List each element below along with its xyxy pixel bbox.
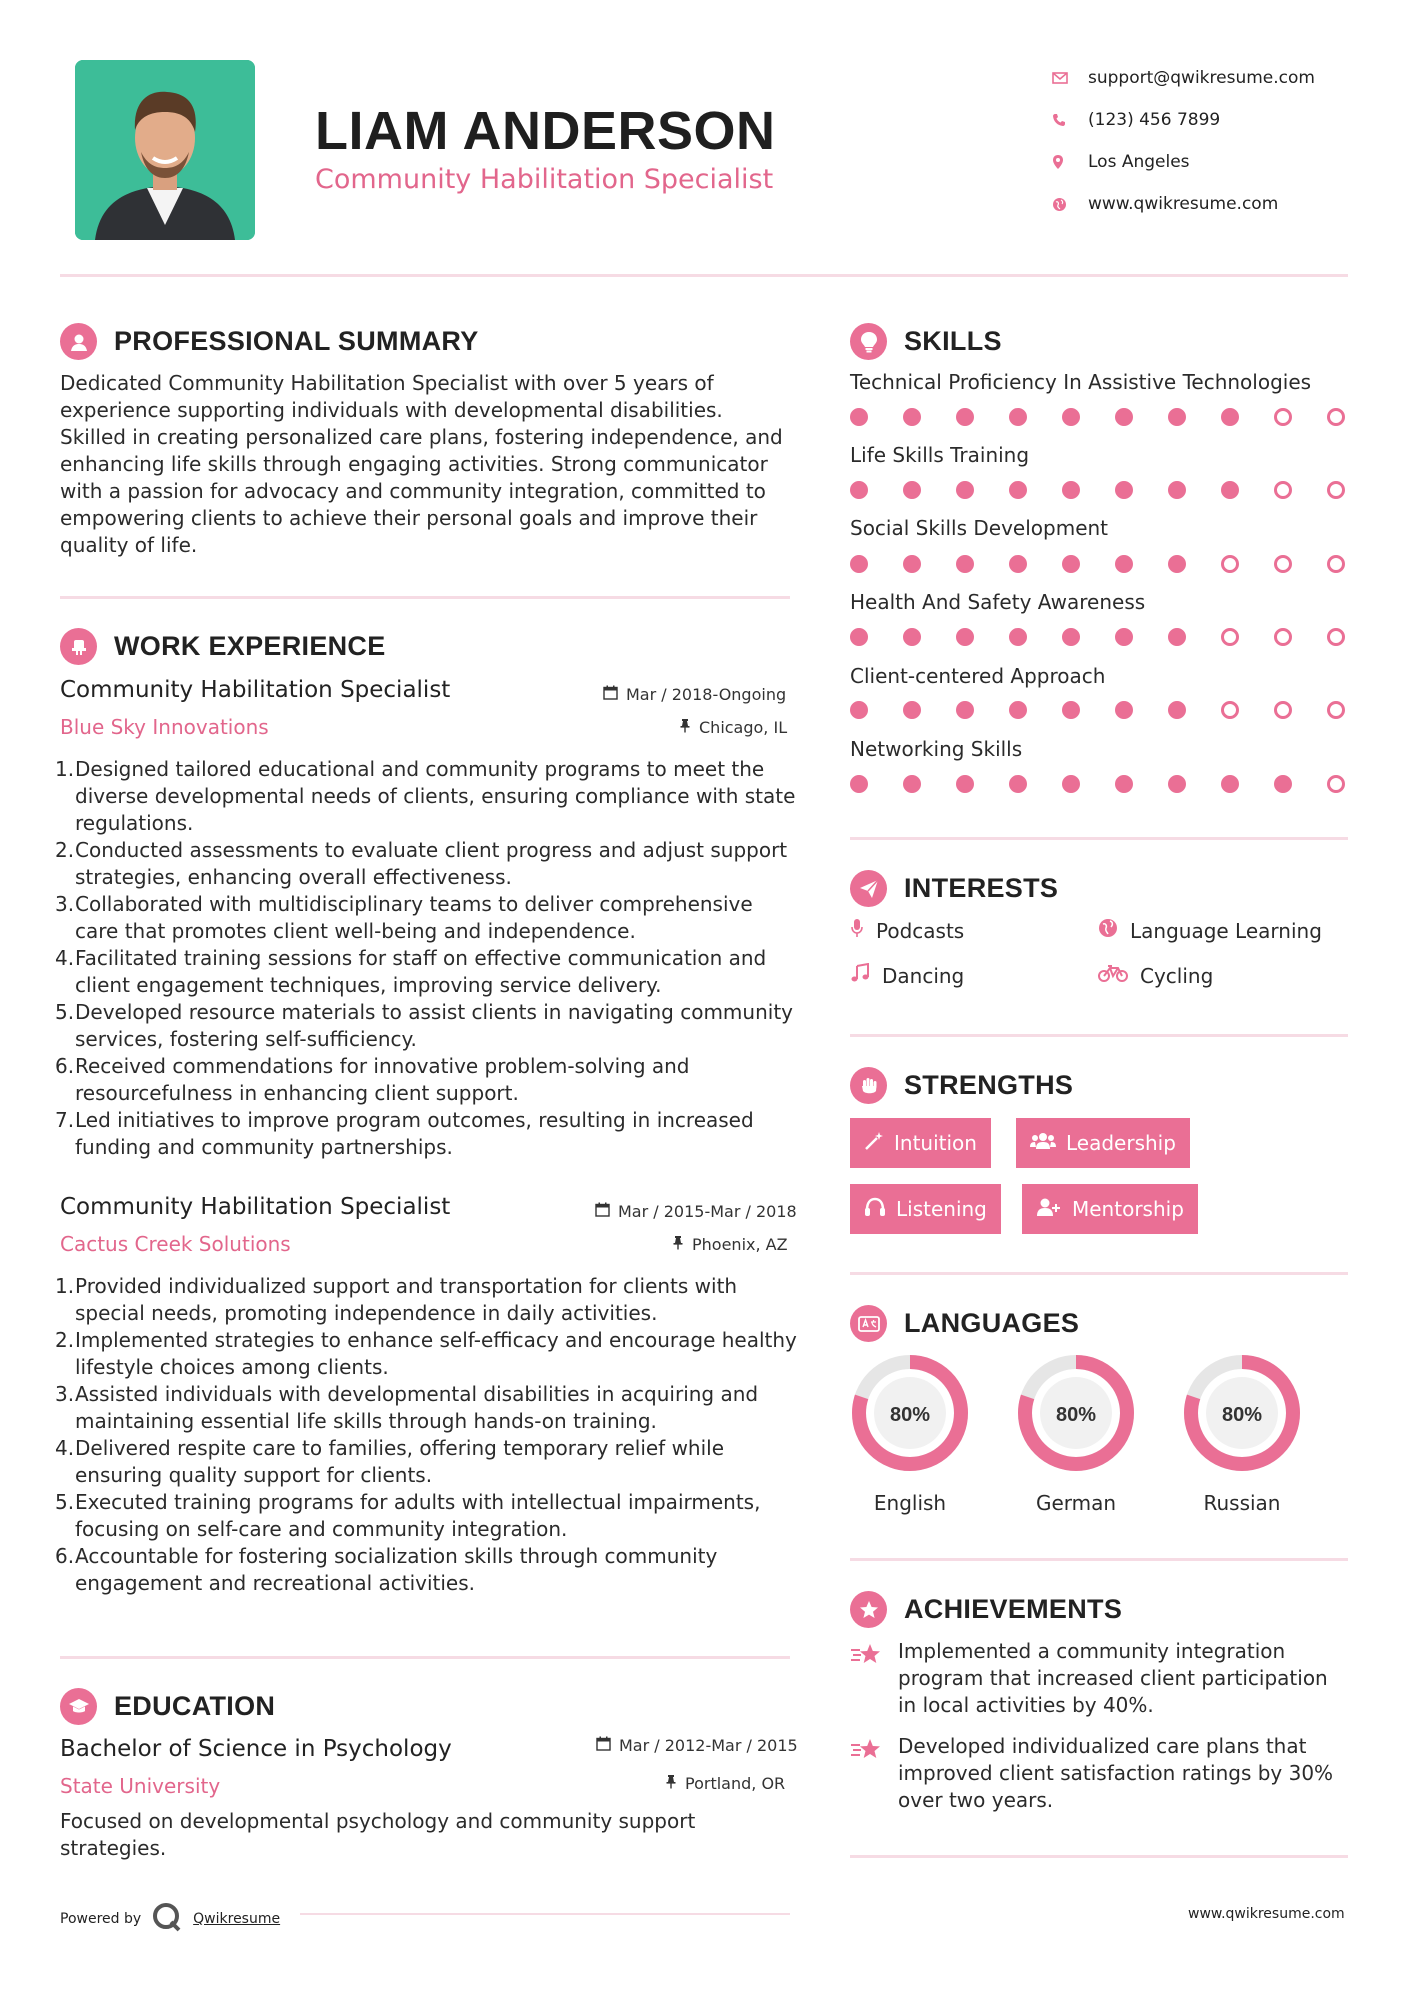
calendar-icon <box>595 1202 610 1221</box>
magic-wand-icon <box>864 1131 884 1156</box>
achievements-title: ACHIEVEMENTS <box>904 1594 1123 1624</box>
music-icon <box>850 963 870 988</box>
strength-label: Listening <box>896 1197 987 1221</box>
summary-divider <box>60 596 790 599</box>
interest-label: Podcasts <box>876 918 965 943</box>
languages-heading <box>850 1305 1079 1342</box>
languages-divider <box>850 1558 1348 1561</box>
rating-dot-filled <box>1009 555 1027 573</box>
list-item: 4. Delivered respite care to families, offering temporary relief while ensuring quality support for clients. <box>55 1436 725 1487</box>
job-title: Community Habilitation Specialist <box>60 1194 451 1220</box>
skill-name: Client-centered Approach <box>850 664 1106 688</box>
list-item: 5. Executed training programs for adults with intellectual impairments, focusing on self-care and community integration. <box>55 1490 761 1541</box>
job-bullets <box>57 756 797 1161</box>
job-location <box>672 1235 788 1254</box>
rating-dot-filled <box>903 481 921 499</box>
brand-link[interactable]: Qwikresume <box>193 1911 281 1927</box>
interest-item <box>850 918 964 943</box>
list-item: 7. Led initiatives to improve program outcomes, resulting in increased funding and community partnerships. <box>55 1108 754 1159</box>
calendar-icon <box>603 685 618 704</box>
calendar-icon <box>596 1736 611 1755</box>
list-item: 1. Designed tailored educational and community programs to meet the diverse developmental needs of clients, ensuring compliance with state regulations. <box>55 757 796 835</box>
rating-dot-filled <box>1115 408 1133 426</box>
candidate-role: Community Habilitation Specialist <box>315 164 774 195</box>
rating-dot-empty <box>1327 628 1345 646</box>
rating-dot-filled <box>1274 775 1292 793</box>
achievements-heading <box>850 1591 1122 1628</box>
rating-dot-empty <box>1327 775 1345 793</box>
skill-rating <box>850 481 1345 499</box>
language-icon <box>850 1305 887 1342</box>
list-item: 5. Developed resource materials to assist clients in navigating community services, fostering self-sufficiency. <box>55 1000 793 1051</box>
language-label: German <box>1035 1491 1117 1515</box>
rating-dot-filled <box>1009 701 1027 719</box>
bicycle-icon <box>1098 963 1128 988</box>
rating-dot-filled <box>1168 628 1186 646</box>
degree-title: Bachelor of Science in Psychology <box>60 1736 452 1762</box>
interest-item <box>850 963 964 988</box>
users-icon <box>1030 1131 1056 1156</box>
rating-dot-filled <box>1062 628 1080 646</box>
rating-dot-empty <box>1221 701 1239 719</box>
language-item <box>848 1351 972 1515</box>
star-icon <box>850 1737 884 1814</box>
skill-name: Social Skills Development <box>850 516 1109 540</box>
list-item: 3. Assisted individuals with developmental disabilities in acquiring and maintaining essential life skills through hands-on training. <box>55 1382 759 1433</box>
rating-dot-filled <box>1168 701 1186 719</box>
rating-dot-filled <box>956 408 974 426</box>
rating-dot-empty <box>1274 555 1292 573</box>
paper-plane-icon <box>850 870 887 907</box>
interest-label: Dancing <box>882 963 965 988</box>
job-dates <box>595 1202 797 1221</box>
interests-heading <box>850 870 1058 907</box>
achievement-text: Developed individualized care plans that improved client satisfaction ratings by 30% over two years. <box>898 1734 1334 1812</box>
summary-text: Dedicated Community Habilitation Specialist with over 5 years of experience supporting individuals with developmental disabilities. Skilled in creating personalized care plans, fostering independence, and enhancing life skills through engaging activities. Strong communicator with a passion for advocacy and community integration, committed to empowering clients to achieve their personal goals and improve their quality of life. <box>60 371 783 557</box>
interest-label: Language Learning <box>1130 918 1322 943</box>
language-gauge <box>1014 1351 1138 1475</box>
strengths-heading <box>850 1067 1073 1104</box>
fist-icon <box>850 1067 887 1104</box>
lightbulb-icon <box>850 323 887 360</box>
rating-dot-filled <box>1115 628 1133 646</box>
education-dates-text: Mar / 2012-Mar / 2015 <box>619 1736 798 1755</box>
skill-rating <box>850 701 1345 719</box>
rating-dot-filled <box>1062 408 1080 426</box>
summary-title: PROFESSIONAL SUMMARY <box>114 326 479 356</box>
contact-phone-text: (123) 456 7899 <box>1088 110 1221 130</box>
headphones-icon <box>864 1197 886 1222</box>
language-item <box>1014 1351 1138 1515</box>
strength-tag <box>1016 1118 1190 1168</box>
footer-website[interactable]: www.qwikresume.com <box>1188 1906 1345 1922</box>
user-plus-icon <box>1036 1197 1062 1222</box>
education-title: EDUCATION <box>114 1691 276 1721</box>
rating-dot-empty <box>1274 408 1292 426</box>
contact-phone[interactable] <box>1052 99 1315 141</box>
job-dates <box>603 685 786 704</box>
rating-dot-filled <box>850 775 868 793</box>
interests-divider <box>850 1034 1348 1037</box>
rating-dot-filled <box>1062 555 1080 573</box>
job-company: Cactus Creek Solutions <box>60 1232 291 1256</box>
graduation-cap-icon <box>60 1688 97 1725</box>
list-item: 3. Collaborated with multidisciplinary teams to deliver comprehensive care that promotes client well-being and independence. <box>55 892 753 943</box>
skill-rating <box>850 555 1345 573</box>
summary-heading <box>60 323 479 360</box>
rating-dot-empty <box>1327 701 1345 719</box>
rating-dot-filled <box>850 481 868 499</box>
education-heading <box>60 1688 275 1725</box>
job-company: Blue Sky Innovations <box>60 715 269 739</box>
language-percent: 80% <box>1055 1404 1097 1426</box>
contact-block <box>1052 57 1315 225</box>
language-item <box>1180 1351 1304 1515</box>
job-dates-text: Mar / 2018-Ongoing <box>626 685 787 704</box>
rating-dot-filled <box>1221 481 1239 499</box>
contact-email-text: support@qwikresume.com <box>1088 68 1315 88</box>
rating-dot-filled <box>903 701 921 719</box>
skills-heading <box>850 323 1002 360</box>
list-item: 6. Received commendations for innovative problem-solving and resourcefulness in enhancing client support. <box>55 1054 690 1105</box>
list-item: 2. Implemented strategies to enhance self-efficacy and encourage healthy lifestyle choices among clients. <box>55 1328 797 1379</box>
skills-title: SKILLS <box>904 326 1002 356</box>
user-icon <box>60 323 97 360</box>
strength-label: Intuition <box>894 1131 977 1155</box>
education-location-text: Portland, OR <box>685 1774 786 1793</box>
rating-dot-filled <box>903 555 921 573</box>
rating-dot-filled <box>1062 775 1080 793</box>
experience-title: WORK EXPERIENCE <box>114 631 386 661</box>
rating-dot-filled <box>956 555 974 573</box>
rating-dot-filled <box>1168 408 1186 426</box>
email-icon <box>1052 72 1088 84</box>
rating-dot-filled <box>1009 775 1027 793</box>
rating-dot-filled <box>956 701 974 719</box>
rating-dot-filled <box>1115 701 1133 719</box>
interest-label: Cycling <box>1140 963 1214 988</box>
footer-branding <box>60 1902 280 1936</box>
experience-divider <box>60 1656 790 1659</box>
achievements-divider <box>850 1855 1348 1858</box>
rating-dot-filled <box>1115 775 1133 793</box>
globe-icon <box>1098 918 1118 943</box>
rating-dot-filled <box>956 775 974 793</box>
skills-divider <box>850 837 1348 840</box>
language-percent: 80% <box>889 1404 931 1426</box>
contact-email[interactable] <box>1052 57 1315 99</box>
rating-dot-filled <box>850 408 868 426</box>
language-gauge <box>848 1351 972 1475</box>
skill-name: Life Skills Training <box>850 443 1030 467</box>
languages-title: LANGUAGES <box>904 1308 1080 1338</box>
rating-dot-empty <box>1221 555 1239 573</box>
job-location-text: Phoenix, AZ <box>692 1235 788 1254</box>
list-item: 6. Accountable for fostering socialization skills through community engagement and recreational activities. <box>55 1544 718 1595</box>
rating-dot-filled <box>1115 481 1133 499</box>
powered-by-label: Powered by <box>60 1911 142 1927</box>
skill-rating <box>850 628 1345 646</box>
rating-dot-filled <box>1009 628 1027 646</box>
language-label: Russian <box>1203 1491 1281 1515</box>
experience-heading <box>60 628 386 665</box>
list-item: 2. Conducted assessments to evaluate client progress and adjust support strategies, enhancing overall effectiveness. <box>55 838 788 889</box>
list-item: 4. Facilitated training sessions for staff on effective communication and client engagement techniques, improving service delivery. <box>55 946 767 997</box>
globe-icon <box>1052 197 1088 212</box>
language-percent: 80% <box>1221 1404 1263 1426</box>
strengths-divider <box>850 1272 1348 1275</box>
pin-icon <box>665 1774 677 1793</box>
rating-dot-filled <box>1062 701 1080 719</box>
rating-dot-filled <box>850 701 868 719</box>
job-location <box>679 718 787 737</box>
rating-dot-filled <box>1062 481 1080 499</box>
rating-dot-empty <box>1274 701 1292 719</box>
education-location <box>665 1774 785 1793</box>
rating-dot-filled <box>1168 555 1186 573</box>
rating-dot-filled <box>903 408 921 426</box>
location-icon <box>1052 154 1088 170</box>
education-dates <box>596 1736 798 1755</box>
rating-dot-empty <box>1274 481 1292 499</box>
star-icon <box>850 1642 884 1719</box>
avatar-illustration <box>75 60 255 240</box>
rating-dot-filled <box>850 555 868 573</box>
skill-name: Networking Skills <box>850 737 1023 761</box>
briefcase-icon <box>60 628 97 665</box>
interest-item <box>1098 963 1213 988</box>
rating-dot-filled <box>956 481 974 499</box>
job-title: Community Habilitation Specialist <box>60 677 451 703</box>
strength-tag <box>1022 1184 1198 1234</box>
qwikresume-logo-icon <box>151 1902 183 1936</box>
rating-dot-empty <box>1221 628 1239 646</box>
rating-dot-filled <box>1009 408 1027 426</box>
skill-name: Health And Safety Awareness <box>850 590 1146 614</box>
contact-website[interactable] <box>1052 183 1315 225</box>
job-location-text: Chicago, IL <box>699 718 788 737</box>
rating-dot-filled <box>903 775 921 793</box>
job-dates-text: Mar / 2015-Mar / 2018 <box>618 1202 797 1221</box>
interests-title: INTERESTS <box>904 873 1059 903</box>
rating-dot-filled <box>1009 481 1027 499</box>
rating-dot-filled <box>903 628 921 646</box>
language-label: English <box>873 1491 947 1515</box>
strength-label: Leadership <box>1066 1131 1176 1155</box>
profile-photo <box>75 60 255 240</box>
header-divider <box>60 274 1348 277</box>
education-text: Focused on developmental psychology and community support strategies. <box>60 1809 696 1860</box>
rating-dot-filled <box>850 628 868 646</box>
pin-icon <box>672 1235 684 1254</box>
rating-dot-empty <box>1327 408 1345 426</box>
rating-dot-empty <box>1274 628 1292 646</box>
rating-dot-filled <box>1115 555 1133 573</box>
strength-tag <box>850 1184 1001 1234</box>
job-bullets <box>57 1273 797 1597</box>
pin-icon <box>679 718 691 737</box>
skill-rating <box>850 775 1345 793</box>
candidate-name: LIAM ANDERSON <box>315 101 776 161</box>
contact-website-text: www.qwikresume.com <box>1088 194 1279 214</box>
footer-divider <box>300 1913 790 1915</box>
achievement-item <box>850 1733 1350 1814</box>
strength-tag <box>850 1118 991 1168</box>
strengths-title: STRENGTHS <box>904 1070 1074 1100</box>
achievement-text: Implemented a community integration program that increased client participation in local activities by 40%. <box>898 1639 1328 1717</box>
rating-dot-filled <box>1168 775 1186 793</box>
rating-dot-empty <box>1327 481 1345 499</box>
skill-name: Technical Proficiency In Assistive Technologies <box>850 370 1312 394</box>
achievement-item <box>850 1638 1350 1719</box>
microphone-icon <box>850 918 864 943</box>
language-gauge <box>1180 1351 1304 1475</box>
school-name: State University <box>60 1774 221 1798</box>
interest-item <box>1098 918 1322 943</box>
list-item: 1. Provided individualized support and transportation for clients with special needs, promoting independence in daily activities. <box>55 1274 738 1325</box>
contact-location <box>1052 141 1315 183</box>
rating-dot-filled <box>956 628 974 646</box>
strength-label: Mentorship <box>1072 1197 1184 1221</box>
rating-dot-filled <box>1221 408 1239 426</box>
rating-dot-filled <box>1168 481 1186 499</box>
star-badge-icon <box>850 1591 887 1628</box>
skill-rating <box>850 408 1345 426</box>
rating-dot-filled <box>1221 775 1239 793</box>
contact-location-text: Los Angeles <box>1088 152 1190 172</box>
rating-dot-empty <box>1327 555 1345 573</box>
phone-icon <box>1052 113 1088 127</box>
